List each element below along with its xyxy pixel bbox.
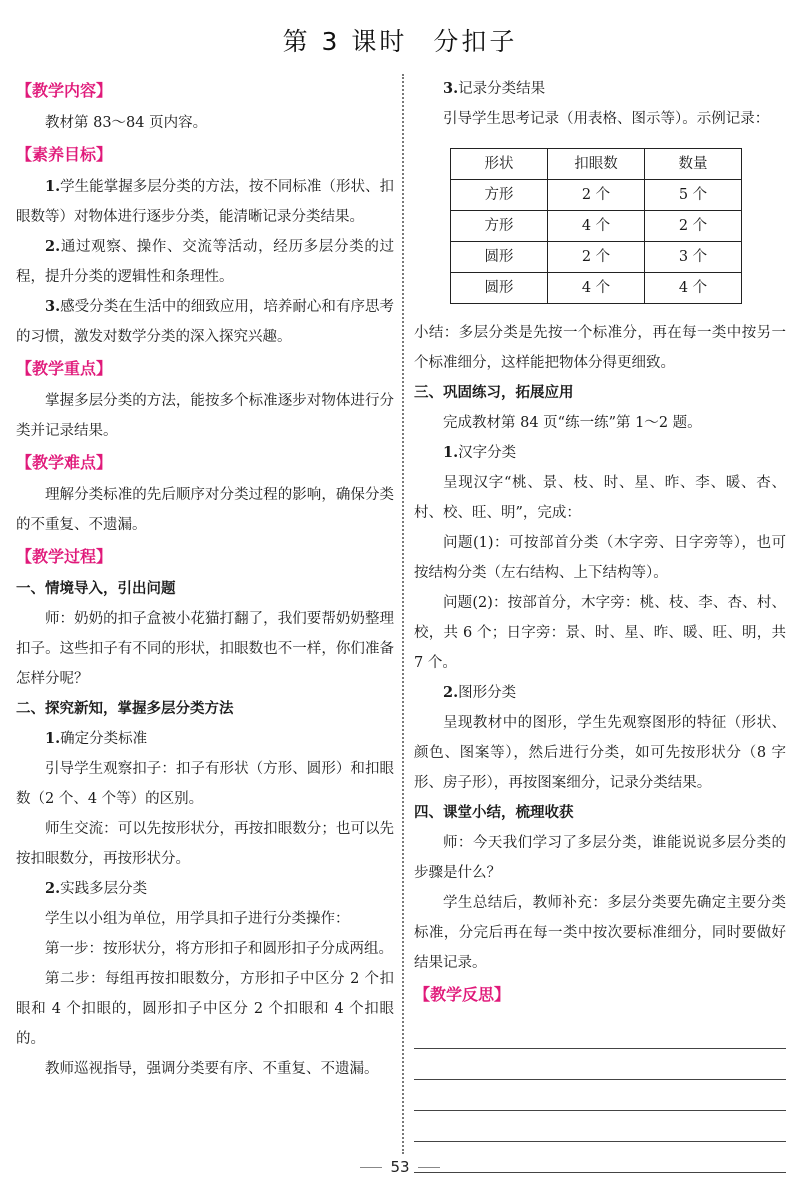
- goal-1: [16, 172, 394, 232]
- table-row: [451, 211, 742, 242]
- exercise-2-title-text: 图形分类: [458, 685, 517, 701]
- right-column: [414, 74, 786, 1173]
- table-cell: 方形: [451, 211, 548, 242]
- table-cell: 5 个: [645, 180, 742, 211]
- step-3-heading: 三、巩固练习，拓展应用: [414, 385, 574, 401]
- step-2b-title: [16, 874, 394, 904]
- exercise-2-paragraph: 呈现教材中的图形，学生先观察图形的特征（形状、颜色、图案等），然后进行分类，如可先按形状分（8 字形、房子形），再按图案细分，记录分类结果。: [414, 715, 786, 791]
- page-number: [0, 1158, 800, 1176]
- exercise-1-number: 1.: [443, 444, 459, 461]
- step-2b-paragraph-1: 学生以小组为单位，用学具扣子进行分类操作：: [45, 911, 350, 927]
- step-1-text: 师：奶奶的扣子盒被小花猫打翻了，我们要帮奶奶整理扣子。这些扣子有不同的形状，扣眼数也不一样，你们准备怎样分呢？: [16, 611, 394, 687]
- goal-3: [16, 292, 394, 352]
- goal-2-text: 通过观察、操作、交流等活动，经历多层分类的过程，提升分类的逻辑性和条理性。: [16, 239, 394, 285]
- step-2-heading: 二、探究新知，掌握多层分类方法: [16, 701, 234, 717]
- key-points-text: 掌握多层分类的方法，能按多个标准逐步对物体进行分类并记录结果。: [16, 393, 394, 439]
- writing-line: [414, 1018, 786, 1049]
- goal-2-number: 2.: [45, 238, 61, 255]
- goal-3-number: 3.: [45, 298, 61, 315]
- exercise-1-paragraph-1: 呈现汉字“桃、景、枝、时、星、昨、李、暖、杏、村、校、旺、明”，完成：: [414, 475, 786, 521]
- exercise-1-title-text: 汉字分类: [458, 445, 517, 461]
- left-column: [16, 74, 394, 1084]
- step-2a-number: 1.: [45, 730, 61, 747]
- page-number-dash-right: [418, 1167, 440, 1168]
- exercise-1-paragraph-3: 问题(2)：按部首分，木字旁：桃、枝、李、杏、村、校，共 6 个；日字旁：景、时、星、昨、暖、旺、明，共 7 个。: [414, 595, 786, 671]
- table-header-cell: 数量: [645, 149, 742, 180]
- reflection-writing-lines: [414, 1018, 786, 1173]
- table-row: [451, 180, 742, 211]
- table-cell: 4 个: [548, 273, 645, 304]
- table-row: [451, 242, 742, 273]
- column-divider: [402, 74, 404, 1154]
- goal-2: [16, 232, 394, 292]
- goal-1-number: 1.: [45, 178, 61, 195]
- writing-line: [414, 1080, 786, 1111]
- lesson-topic: 分扣子: [433, 27, 518, 56]
- step-2c-title-text: 记录分类结果: [458, 81, 546, 97]
- step-2c-number: 3.: [443, 80, 459, 97]
- step-2a-title-text: 确定分类标准: [60, 731, 148, 747]
- table-cell: 圆形: [451, 242, 548, 273]
- page-number-dash-left: [360, 1167, 382, 1168]
- summary-text: 小结：多层分类是先按一个标准分，再在每一类中按另一个标准细分，这样能把物体分得更细致。: [414, 325, 786, 371]
- step-2b-paragraph-3: 第二步：每组再按扣眼数分，方形扣子中区分 2 个扣眼和 4 个扣眼的，圆形扣子中区分 2 个扣眼和 4 个扣眼的。: [16, 971, 394, 1047]
- key-points-heading: 【教学重点】: [16, 359, 113, 378]
- page-number-text: 53: [390, 1158, 410, 1176]
- table-header-cell: 形状: [451, 149, 548, 180]
- reflection-heading: 【教学反思】: [414, 985, 511, 1004]
- table-cell: 2 个: [548, 242, 645, 273]
- lesson-number: 第 3 课时: [282, 27, 408, 56]
- writing-line: [414, 1049, 786, 1080]
- step-2a-title: [16, 724, 394, 754]
- table-cell: 方形: [451, 180, 548, 211]
- process-heading: 【教学过程】: [16, 547, 113, 566]
- table-cell: 圆形: [451, 273, 548, 304]
- exercise-2-title: [414, 678, 786, 708]
- goal-1-text: 学生能掌握多层分类的方法，按不同标准（形状、扣眼数等）对物体进行逐步分类，能清晰记录分类结果。: [16, 179, 394, 225]
- table-cell: 3 个: [645, 242, 742, 273]
- table-row: [451, 273, 742, 304]
- step-2b-number: 2.: [45, 880, 61, 897]
- classification-table: [450, 148, 742, 304]
- table-header-row: [451, 149, 742, 180]
- step-2a-paragraph-2: 师生交流：可以先按形状分，再按扣眼数分；也可以先按扣眼数分，再按形状分。: [16, 821, 394, 867]
- difficulties-heading: 【教学难点】: [16, 453, 113, 472]
- difficulties-text: 理解分类标准的先后顺序对分类过程的影响，确保分类的不重复、不遗漏。: [16, 487, 394, 533]
- lesson-title: [0, 22, 800, 58]
- step-2c-title: [414, 74, 786, 104]
- table-cell: 4 个: [645, 273, 742, 304]
- step-1-heading: 一、情境导入，引出问题: [16, 581, 176, 597]
- step-2c-paragraph: 引导学生思考记录（用表格、图示等）。示例记录：: [443, 111, 770, 127]
- step-2b-title-text: 实践多层分类: [60, 881, 148, 897]
- exercise-2-number: 2.: [443, 684, 459, 701]
- table-cell: 4 个: [548, 211, 645, 242]
- content-heading: 【教学内容】: [16, 81, 113, 100]
- exercise-1-title: [414, 438, 786, 468]
- table-header-cell: 扣眼数: [548, 149, 645, 180]
- step-2a-paragraph-1: 引导学生观察扣子：扣子有形状（方形、圆形）和扣眼数（2 个、4 个等）的区别。: [16, 761, 394, 807]
- content-text: 教材第 83～84 页内容。: [45, 115, 208, 131]
- goal-3-text: 感受分类在生活中的细致应用，培养耐心和有序思考的习惯，激发对数学分类的深入探究兴趣。: [16, 299, 394, 345]
- step-2b-paragraph-4: 教师巡视指导，强调分类要有序、不重复、不遗漏。: [45, 1061, 379, 1077]
- table-cell: 2 个: [548, 180, 645, 211]
- step-4-paragraph-2: 学生总结后，教师补充：多层分类要先确定主要分类标准，分完后再在每一类中按次要标准细分，同时要做好结果记录。: [414, 895, 786, 971]
- goals-heading: 【素养目标】: [16, 145, 113, 164]
- exercise-1-paragraph-2: 问题(1)：可按部首分类（木字旁、日字旁等），也可按结构分类（左右结构、上下结构等）。: [414, 535, 786, 581]
- step-3-paragraph: 完成教材第 84 页“练一练”第 1～2 题。: [443, 415, 702, 431]
- table-cell: 2 个: [645, 211, 742, 242]
- step-4-heading: 四、课堂小结，梳理收获: [414, 805, 574, 821]
- step-4-paragraph-1: 师：今天我们学习了多层分类，谁能说说多层分类的步骤是什么？: [414, 835, 786, 881]
- writing-line: [414, 1111, 786, 1142]
- step-2b-paragraph-2: 第一步：按形状分，将方形扣子和圆形扣子分成两组。: [45, 941, 393, 957]
